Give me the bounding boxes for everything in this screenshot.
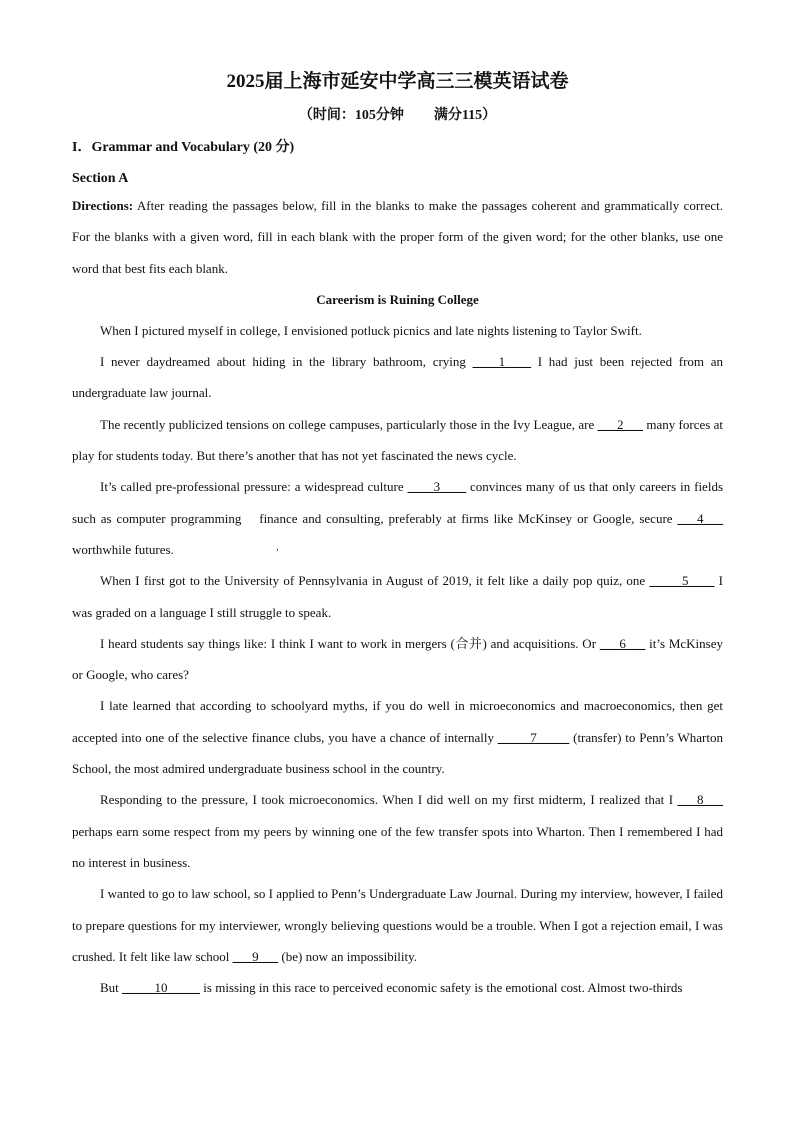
directions-text: After reading the passages below, fill in the blanks to make the passages coherent and grammatically correct. For the blanks with a given word, fill in each blank with the proper form of the given word; for the other blanks, use one word that best fits each blank. [72, 198, 723, 276]
directions-lead: Directions: [72, 198, 134, 213]
blank-1[interactable]: ____1____ [472, 354, 532, 370]
paragraph-text: finance and consulting, preferably at firms like McKinsey or Google, secure [254, 510, 678, 526]
passage-paragraph [72, 972, 723, 1003]
paragraph-text: I had just been rejected from an undergraduate law journal. [72, 354, 723, 401]
passage-paragraph [72, 565, 723, 628]
blank-9[interactable]: ___9___ [232, 948, 279, 964]
blank-4[interactable]: ___4___ [677, 510, 723, 526]
blank-2[interactable]: ___2___ [597, 416, 644, 432]
paragraph-text: Responding to the pressure, I took microeconomics. When I did well on my first midterm, I realized that I [100, 792, 678, 808]
passage-paragraph [72, 690, 723, 784]
paragraph-text: worthwhile futures. [72, 541, 174, 557]
paragraph-text: I was graded on a language I still struggle to speak. [72, 573, 723, 620]
passage-paragraph [72, 471, 723, 565]
paragraph-text: I heard students say things like: I think I want to work in mergers (合并) and acquisitions. Or [100, 635, 600, 651]
exam-title: 2025届上海市延安中学高三三模英语试卷 [226, 71, 569, 92]
paragraph-text: I wanted to go to law school, so I applied to Penn’s Undergraduate Law Journal. During my interview, however, I failed to prepare questions for my interviewer, wrongly believing questions would be a trouble. When I got a rejection email, I was crushed. It felt like law school [72, 886, 723, 964]
blank-3[interactable]: ____3____ [407, 479, 467, 495]
passage-paragraph [72, 409, 723, 472]
paragraph-text: The recently publicized tensions on college campuses, particularly those in the Ivy League, are [100, 416, 598, 432]
paragraph-text: is missing in this race to perceived economic safety is the emotional cost. Almost two-thirds [200, 980, 683, 996]
paragraph-text: When I first got to the University of Pennsylvania in August of 2019, it felt like a daily pop quiz, one [100, 573, 650, 589]
paragraph-text: But [100, 980, 123, 996]
section-heading: Section A [72, 171, 129, 186]
time-label: （时间：105分钟 [298, 108, 404, 123]
paragraph-text: (transfer) to Penn’s Wharton School, the most admired undergraduate business school in the country. [72, 729, 723, 777]
blank-5[interactable]: _____5____ [649, 573, 715, 589]
paragraph-text: (be) now an impossibility. [278, 948, 418, 964]
passage-paragraph [72, 346, 723, 409]
passage-paragraph [72, 628, 723, 691]
passage-paragraph: When I pictured myself in college, I envisioned potluck picnics and late nights listening to Taylor Swift. [100, 322, 642, 338]
paragraph-text: I late learned that according to schoolyard myths, if you do well in microeconomics and macroeconomics, then get accepted into one of the selective finance clubs, you have a chance of internally [72, 698, 723, 745]
passage-paragraph [72, 878, 723, 972]
paragraph-text: I never daydreamed about hiding in the library bathroom, crying [100, 354, 473, 370]
paragraph-text: convinces many of us that only careers in fields such as computer programming [72, 479, 723, 526]
part-heading: I．Grammar and Vocabulary (20 分) [72, 140, 295, 155]
blank-10[interactable]: _____10_____ [122, 980, 201, 996]
blank-6[interactable]: ___6___ [599, 635, 646, 651]
paragraph-text: It’s called pre-professional pressure: a widespread culture [100, 479, 408, 495]
blank-8[interactable]: ___8___ [677, 792, 723, 808]
passage-paragraph [72, 784, 723, 878]
blank-7[interactable]: _____7_____ [497, 729, 570, 745]
exam-page [72, 70, 723, 1003]
exam-subtitle [72, 106, 723, 126]
paragraph-text: perhaps earn some respect from my peers by winning one of the few transfer spots into Wharton. Then I remembered I had no interest in business. [72, 823, 723, 870]
paragraph-text: many forces at play for students today. But there’s another that has not yet fascinated the news cycle. [72, 416, 723, 464]
paragraph-text: it’s McKinsey or Google, who cares? [72, 635, 723, 683]
score-label: 满分115） [433, 108, 497, 123]
directions [72, 190, 723, 284]
passage-title: Careerism is Ruining College [316, 291, 479, 307]
